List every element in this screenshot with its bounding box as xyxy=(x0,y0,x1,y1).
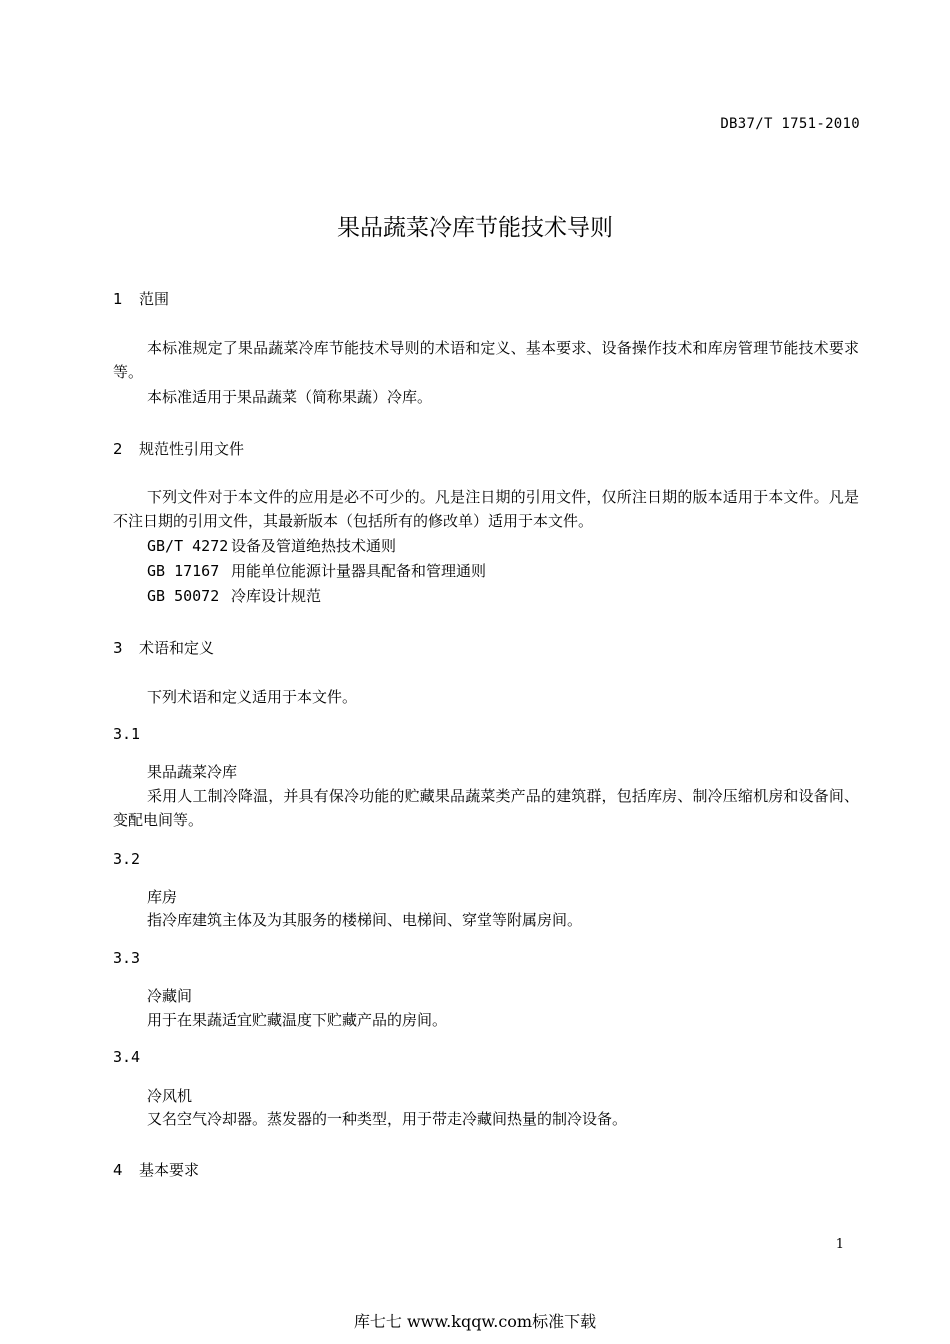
term-number: 3.2 xyxy=(113,850,141,868)
reference-title: 设备及管道绝热技术通则 xyxy=(231,537,397,555)
term-definition: 指冷库建筑主体及为其服务的楼梯间、电梯间、穿堂等附属房间。 xyxy=(147,911,583,929)
section-heading-terms xyxy=(113,637,214,658)
paragraph: 本标准规定了果品蔬菜冷库节能技术导则的术语和定义、基本要求、设备操作技术和库房管理节能技术要求等。 xyxy=(113,339,859,381)
section-number: 2 xyxy=(113,440,123,458)
section-title: 基本要求 xyxy=(139,1161,200,1179)
paragraph: 下列文件对于本文件的应用是必不可少的。凡是注日期的引用文件，仅所注日期的版本适用于本文件。凡是不注日期的引用文件，其最新版本（包括所有的修改单）适用于本文件。 xyxy=(113,488,859,530)
term-number: 3.1 xyxy=(113,725,141,743)
term-name: 冷风机 xyxy=(147,1087,193,1105)
reference-title: 用能单位能源计量器具配备和管理通则 xyxy=(231,562,487,580)
reference-item xyxy=(147,585,321,606)
term-name: 果品蔬菜冷库 xyxy=(147,763,238,781)
term-name: 库房 xyxy=(147,888,178,906)
term-definition: 采用人工制冷降温，并具有保冷功能的贮藏果品蔬菜类产品的建筑群，包括库房、制冷压缩机房和设备间、变配电间等。 xyxy=(113,787,859,829)
reference-code: GB 17167 xyxy=(147,562,220,580)
section-title: 范围 xyxy=(139,290,170,308)
reference-title: 冷库设计规范 xyxy=(231,587,322,605)
paragraph: 下列术语和定义适用于本文件。 xyxy=(147,688,358,706)
section-title: 术语和定义 xyxy=(139,639,215,657)
section-title: 规范性引用文件 xyxy=(139,440,245,458)
term-number: 3.3 xyxy=(113,949,141,967)
document-number: DB37/T 1751-2010 xyxy=(720,116,860,132)
page-title: 果品蔬菜冷库节能技术导则 xyxy=(337,215,613,241)
section-heading-normative-references xyxy=(113,438,244,459)
reference-code: GB/T 4272 xyxy=(147,537,229,555)
section-number: 4 xyxy=(113,1161,123,1179)
term-name: 冷藏间 xyxy=(147,987,193,1005)
section-number: 1 xyxy=(113,290,123,308)
term-number: 3.4 xyxy=(113,1048,141,1066)
page-number: 1 xyxy=(835,1237,844,1252)
term-definition: 用于在果蔬适宜贮藏温度下贮藏产品的房间。 xyxy=(147,1011,448,1029)
section-number: 3 xyxy=(113,639,123,657)
term-definition: 又名空气冷却器。蒸发器的一种类型，用于带走冷藏间热量的制冷设备。 xyxy=(147,1110,628,1128)
section-heading-scope xyxy=(113,288,169,309)
reference-item xyxy=(147,535,396,556)
footer-watermark: 库七七 www.kqqw.com标准下载 xyxy=(353,1312,597,1331)
reference-code: GB 50072 xyxy=(147,587,220,605)
paragraph: 本标准适用于果品蔬菜（简称果蔬）冷库。 xyxy=(147,388,433,406)
section-heading-basic-requirements xyxy=(113,1159,199,1180)
reference-item xyxy=(147,560,486,581)
